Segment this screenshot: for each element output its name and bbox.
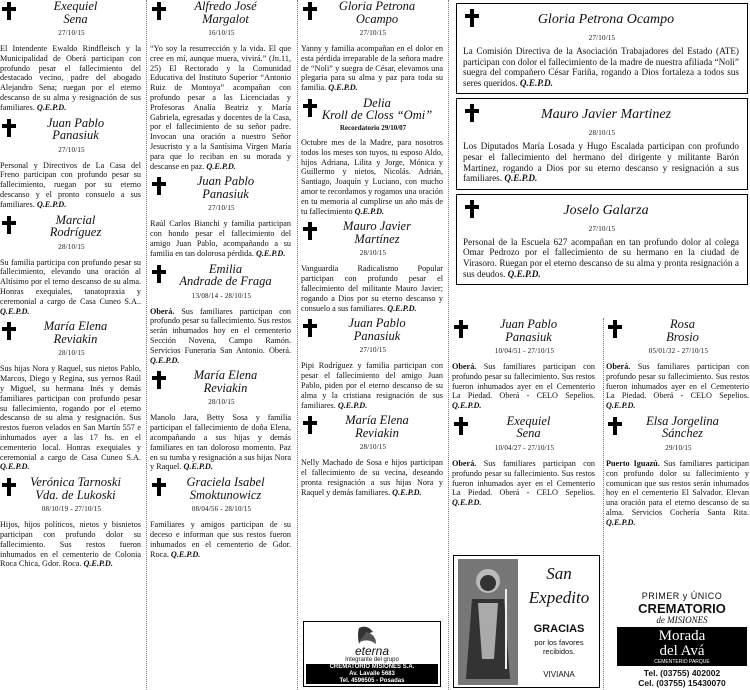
cross-icon xyxy=(465,104,481,127)
column-4-right xyxy=(606,318,750,532)
notice-header xyxy=(452,318,597,343)
deceased-name-line: Alfredo José xyxy=(194,0,257,13)
deceased-name xyxy=(624,318,750,343)
notice-body: El Intendente Ewaldo Rindfleisch y la Municipalidad de Oberá participan con profundo pesar el fallecimiento del destacado vecino, padre del abogado Alejandro Sena; ruegan por el eterno descanso de su alma y resignación de sus familiares. xyxy=(0,44,141,112)
qepd-label: Q.E.P.D. xyxy=(354,206,385,216)
notice-text xyxy=(0,161,143,210)
deceased-name-line: Reviakin xyxy=(53,331,98,346)
qepd-label: Q.E.P.D. xyxy=(606,517,636,527)
remembrance-date: Recordatorio 29/10/07 xyxy=(339,123,407,132)
deceased-name-line: Sánchez xyxy=(662,426,703,441)
notice-header xyxy=(150,175,293,200)
notice-text xyxy=(301,44,445,93)
obituary-notice xyxy=(301,0,445,93)
deceased-name-line: Marcial xyxy=(55,212,96,227)
notice-body: Sus hijas Nora y Raquel, sus nietos Pablo, Marcos, Diego y Regina, sus yernos Raúl y Miguel, su hermana Inés y demás familiares participan con profundo pesar su fallecimiento, rogando por el eterno descanso de su alma y resignación. Sus restos fueron velados en San Martín 557 e inhumados ayer a las 17 hs. en el cementerio local. Honras exequiales y ceremonial a cargo de Casa Cuneo S.A. xyxy=(0,364,141,462)
cross-icon xyxy=(465,9,481,32)
notice-header xyxy=(150,0,293,25)
notice-date: 05/01/32 - 27/10/15 xyxy=(648,347,709,355)
notice-text xyxy=(0,258,143,317)
notice-body: Sus familiares participan con profundo pesar su fallecimiento. Sus restos fueron inhumados ayer en el Cementerio La Piedad. Oberá - CELO Sepelios. xyxy=(452,362,595,401)
notice-text xyxy=(463,141,741,183)
qepd-label: Q.E.P.D. xyxy=(255,248,286,258)
qepd-label: Q.E.P.D. xyxy=(36,199,67,209)
deceased-name-line: Joselo Galarza xyxy=(563,202,649,218)
notice-text xyxy=(301,361,445,410)
cross-icon xyxy=(303,99,319,122)
cross-icon xyxy=(2,478,18,501)
deceased-name-line: Elsa Jorgelina xyxy=(646,413,719,428)
obituary-notice xyxy=(452,415,597,508)
deceased-name-line: Verónica Tarnoski xyxy=(30,475,121,490)
notice-header xyxy=(301,0,445,25)
deceased-name-line: Reviakin xyxy=(355,425,399,440)
notice-location: Oberá. xyxy=(606,362,631,371)
obituary-notice xyxy=(0,320,143,472)
notice-date: 28/10/15 xyxy=(359,443,387,452)
deceased-name xyxy=(18,0,143,25)
obituary-notice xyxy=(606,318,750,411)
deceased-name-line: Gloria Petrona Ocampo xyxy=(537,12,675,27)
notice-header xyxy=(452,415,597,440)
notice-location: Oberá. xyxy=(452,458,477,468)
notice-text xyxy=(0,520,143,569)
notice-header xyxy=(606,415,750,440)
deceased-name xyxy=(168,476,293,501)
deceased-name xyxy=(319,220,445,245)
notice-date: 28/10/15 xyxy=(58,242,85,251)
notice-date: 16/10/15 xyxy=(208,29,235,37)
deceased-name-line: Andrade de Fraga xyxy=(179,274,272,289)
deceased-name-line: Juan Pablo xyxy=(499,317,558,331)
crem-morada2: del Avá xyxy=(659,643,705,659)
obituary-notice xyxy=(150,476,293,559)
obituary-notice xyxy=(301,414,445,497)
qepd-label: Q.E.P.D. xyxy=(0,462,30,472)
deceased-name-line: Mauro Javier xyxy=(343,219,411,234)
notice-body: Sus familiares participan con profundo dolor su fallecimiento y comunican que sus restos serán inhumados hoy en el cementerio El Salvador. Elevan una oración para el eterno descanso de su alma. Servicios Cochería Santa Rita. xyxy=(606,458,749,517)
notice-location: Puerto Iguazú. xyxy=(606,458,660,468)
notice-date: 28/10/15 xyxy=(588,129,616,138)
deceased-name xyxy=(319,414,445,439)
deceased-name-line: María Elena xyxy=(43,319,108,334)
obituary-box xyxy=(456,3,748,94)
notice-header xyxy=(0,117,143,142)
notice-text xyxy=(150,307,293,366)
notice-body: Octubre mes de la Madre, para nosotros todos los meses son tuyos, tu esposo Aldo, hijos Adriana, Lilita y Jorge, Mónica y Guillermo y nietos, Nicolás. Adrián, Santiago, Joaquín y Luciano, con mucho amor te recordamos y rogamos una oración en tu memoria al cumplirse un año más de tu fallecimiento xyxy=(301,137,443,216)
obituary-notice xyxy=(301,317,445,410)
notice-body: Sus familiares participan con profundo pesar su fallecimiento. Sus restos fueron inhumados ayer en el Cementerio La Piedad. Oberá - CELO Sepelios. xyxy=(606,362,749,401)
cross-icon xyxy=(303,319,319,342)
notice-body: Su familia participa con profundo pesar su fallecimiento, elevando una oración al Altísimo por el terno descanso de su alma. Honras exequiales, tanatopraxia y ceremonial a cargo de Casa Cuneo S.A.. xyxy=(0,257,141,306)
notice-date: 08/10/19 - 27/10/15 xyxy=(41,505,102,514)
san-favor: por los favores recibidos. xyxy=(534,638,584,656)
qepd-label: Q.E.P.D. xyxy=(387,303,417,313)
cross-icon xyxy=(2,322,18,345)
notice-header xyxy=(0,476,143,501)
notice-text xyxy=(150,44,293,171)
notice-body: La Comisión Directiva de la Asociación Trabajadores del Estado (ATE) participan con dolor el fallecimiento de la madre de nuestra afiliada “Noli” suegra del compañero César Fariña, rogando a Dios fortaleza a todos sus seres queridos. xyxy=(463,46,739,88)
notice-date: 10/04/51 - 27/10/15 xyxy=(494,347,555,355)
qepd-label: Q.E.P.D. xyxy=(328,83,358,93)
cross-icon xyxy=(303,416,319,439)
notice-text xyxy=(606,459,750,528)
deceased-name xyxy=(168,0,293,25)
notice-header xyxy=(150,263,293,288)
cross-icon xyxy=(454,320,470,343)
obituary-notice xyxy=(150,175,293,258)
deceased-name-line: María Elena xyxy=(345,413,409,428)
san-title1: San xyxy=(546,564,572,583)
qepd-label: Q.E.P.D. xyxy=(170,549,201,559)
cross-icon xyxy=(152,265,168,288)
notice-date: 27/10/15 xyxy=(588,34,616,42)
deceased-name-line: Panasiuk xyxy=(202,186,249,201)
notice-header xyxy=(301,97,445,122)
deceased-name-line: Emilia xyxy=(208,261,243,276)
deceased-name-line: Kroll de Closs “Omi” xyxy=(321,108,433,123)
san-expedito-ad xyxy=(453,555,600,688)
crem-park: CEMENTERIO PARQUE xyxy=(654,659,710,665)
obituary-notice xyxy=(301,220,445,313)
notice-body: Personal y Directivos de La Casa del Freno participan con profundo pesar su fallecimiento, ruegan por su eterno descanso y el pronto consuelo a sus familiares. xyxy=(0,160,141,209)
column-1 xyxy=(0,0,143,690)
notice-date: 28/10/15 xyxy=(208,398,235,407)
notice-body: Raúl Carlos Bianchi y familia participan con hondo pesar el fallecimiento del amigo Juan Pablo, acompañando a su familia en tan dolorosa pérdida. xyxy=(150,219,291,258)
eterna-line3: Av. Lavalle 5683 xyxy=(349,671,395,677)
cross-icon xyxy=(152,478,168,501)
deceased-name-line: Ocampo xyxy=(355,11,399,26)
notice-text xyxy=(0,364,143,472)
qepd-label: Q.E.P.D. xyxy=(0,306,30,316)
deceased-name xyxy=(624,415,750,440)
notice-location: Oberá. xyxy=(150,306,175,316)
qepd-label: Q.E.P.D. xyxy=(504,173,538,184)
deceased-name xyxy=(168,263,293,288)
san-title2: Expedito xyxy=(528,588,590,607)
notice-text xyxy=(0,44,143,113)
qepd-label: Q.E.P.D. xyxy=(83,559,113,569)
deceased-name-line: Exequiel xyxy=(53,0,98,13)
deceased-name-line: Juan Pablo xyxy=(46,115,105,130)
notice-header xyxy=(150,369,293,394)
deceased-name-line: Panasiuk xyxy=(505,329,552,344)
deceased-name-line: Juan Pablo xyxy=(196,174,255,189)
deceased-name xyxy=(319,97,445,122)
column-divider xyxy=(603,318,604,690)
notice-body: Familiares y amigos participan de su deceso e informan que sus restos fueron inhumados en el cementerio de Gdor. Roca. xyxy=(150,520,291,559)
notice-text xyxy=(452,459,597,508)
deceased-name xyxy=(168,369,293,394)
deceased-name-line: Juan Pablo xyxy=(348,316,406,331)
deceased-name-line: Mauro Javier Martinez xyxy=(540,107,672,123)
deceased-name-line: Rosa xyxy=(670,317,695,331)
notice-text xyxy=(150,413,293,472)
notice-date: 08/04/56 - 28/10/15 xyxy=(191,505,252,514)
deceased-name-line: Sena xyxy=(63,11,88,26)
notice-header xyxy=(463,7,741,32)
notice-text xyxy=(606,362,750,411)
notice-date: 13/08/14 - 28/10/15 xyxy=(191,291,252,300)
crem-name: CREMATORIO xyxy=(638,601,726,616)
obituary-notice xyxy=(150,369,293,472)
cross-icon xyxy=(465,200,481,223)
crem-tel: Tel. (03755) 402002 xyxy=(643,668,721,678)
qepd-label: Q.E.P.D. xyxy=(519,77,553,88)
cross-icon xyxy=(152,2,168,25)
deceased-name-line: Sena xyxy=(516,426,541,441)
deceased-name-line: Panasiuk xyxy=(52,128,99,143)
obituary-box xyxy=(456,194,748,285)
cross-icon xyxy=(303,2,319,25)
column-2 xyxy=(150,0,293,690)
obituary-notice xyxy=(0,214,143,317)
cross-icon xyxy=(454,417,470,440)
notice-text xyxy=(463,46,741,88)
obituary-notice xyxy=(0,476,143,569)
notice-date: 27/10/15 xyxy=(208,204,235,213)
crem-cel: Cel. (03755) 15430070 xyxy=(638,678,726,688)
deceased-name-line: Vda. de Lukoski xyxy=(35,487,116,502)
deceased-name-line: Reviakin xyxy=(203,380,248,395)
notice-header xyxy=(301,414,445,439)
notice-date: 27/10/15 xyxy=(359,29,387,37)
qepd-label: Q.E.P.D. xyxy=(206,161,236,171)
deceased-name-line: Graciela Isabel xyxy=(186,475,265,490)
cross-icon xyxy=(2,119,18,142)
notice-body: Pipi Rodríguez y familia participan con pesar el fallecimiento del amigo Juan Pablo, piden por el eterno descanso de su alma y la cristiana resignación de sus familiares. xyxy=(301,361,443,410)
notice-text xyxy=(463,237,741,279)
notice-header xyxy=(606,318,750,343)
deceased-name xyxy=(470,415,597,440)
san-signer: VIVIANA xyxy=(543,670,575,679)
deceased-name xyxy=(18,214,143,239)
crem-sub: de MISIONES xyxy=(656,615,708,625)
deceased-name xyxy=(319,0,445,25)
notice-body: Los Diputados María Losada y Hugo Escalada participan con profundo pesar el fallecimiento del hermano del dirigente y militante Barón Martínez, rogando a Dios por su eterno descanso y resignación a sus familiares. xyxy=(463,141,739,184)
notice-body: Personal de la Escuela 627 acompañan en tan profundo dolor al colega Omar Pedrozo por el fallecimiento de su hermano en la ciudad de Virasoro. Ruegan por el eterno descanso de su alma y pronta resignación a sus deudos. xyxy=(463,236,739,279)
notice-location: Oberá. xyxy=(452,362,477,371)
notice-date: 10/04/27 - 27/10/15 xyxy=(494,443,555,452)
column-divider xyxy=(146,0,147,690)
column-divider xyxy=(448,0,449,690)
notice-date: 27/10/15 xyxy=(588,224,616,233)
notice-header xyxy=(301,220,445,245)
obituary-notice xyxy=(0,117,143,210)
deceased-name xyxy=(18,117,143,142)
qepd-label: Q.E.P.D. xyxy=(183,462,213,472)
notice-body: Sus familiares participan con profundo pesar su fallecimiento. Sus restos serán inhumados hoy en el cementerio Sección Novena, Campo Ramón. Servicios Funeraria San Antonio. Oberá. xyxy=(150,306,291,355)
column-4-left xyxy=(452,318,597,512)
deceased-name-line: Delia xyxy=(363,95,391,110)
notice-text xyxy=(150,219,293,258)
notice-body: Yanny y familia acompañan en el dolor en esta pérdida irreparable de la señora madre de “Noli” y suegra de César, elevamos una plegaria para su alma y paz para toda su familia. xyxy=(301,44,443,93)
notice-text xyxy=(452,362,597,411)
san-gracias: GRACIAS xyxy=(533,623,585,635)
deceased-name xyxy=(470,318,597,343)
notice-text xyxy=(301,264,445,313)
notice-date: 27/10/15 xyxy=(58,145,85,154)
notice-header xyxy=(463,198,741,223)
crem-top: PRIMER y ÚNICO xyxy=(641,591,723,601)
deceased-name xyxy=(481,7,741,30)
deceased-name-line: Exequiel xyxy=(506,413,551,428)
notice-header xyxy=(0,214,143,239)
deceased-name xyxy=(481,198,741,221)
eterna-line1: Integrante del grupo xyxy=(345,657,399,663)
deceased-name-line: Panasiuk xyxy=(353,328,401,343)
obituary-notice xyxy=(452,318,597,411)
notice-date: 28/10/15 xyxy=(359,249,387,258)
deceased-name-line: Smoktunowicz xyxy=(189,487,262,502)
deceased-name xyxy=(18,476,143,501)
qepd-label: Q.E.P.D. xyxy=(606,401,636,411)
notice-header xyxy=(301,317,445,342)
qepd-label: Q.E.P.D. xyxy=(150,355,180,365)
deceased-name xyxy=(168,175,293,200)
cross-icon xyxy=(152,177,168,200)
cross-icon xyxy=(2,2,18,25)
notice-header xyxy=(0,320,143,345)
deceased-name xyxy=(18,320,143,345)
cross-icon xyxy=(608,320,624,343)
notice-date: 27/10/15 xyxy=(359,346,387,355)
deceased-name-line: Brosio xyxy=(666,329,699,344)
cross-icon xyxy=(2,216,18,239)
qepd-label: Q.E.P.D. xyxy=(337,400,368,410)
notice-body: Nelly Machado de Sosa e hijos participan el fallecimiento de su vecina, deseando pronta resignación a sus hijas Nora y Raquel y demás familiares. xyxy=(301,458,443,497)
saint-image-icon xyxy=(458,559,518,685)
eterna-ad xyxy=(303,621,441,687)
cross-icon xyxy=(152,371,168,394)
deceased-name-line: Gloria Petrona xyxy=(338,0,416,13)
notice-text xyxy=(150,520,293,559)
notice-body: Sus familiares participan con profundo pesar su fallecimiento. Sus restos fueron inhumados ayer en el Cementerio La Piedad. Oberá - CELO Sepelios. xyxy=(452,458,595,498)
column-divider xyxy=(297,0,298,690)
deceased-name-line: Rodríguez xyxy=(49,225,102,240)
deceased-name-line: Martínez xyxy=(354,231,400,246)
deceased-name xyxy=(481,102,741,125)
cross-icon xyxy=(608,417,624,440)
notice-date: 29/10/15 xyxy=(665,443,692,452)
notice-body: Hijos, hijos políticos, nietos y bisnietos participan con profundo dolor su fallecimiento. Sus restos fueron inhumados en el cementerio de Colonia Roca Chica, Gdor. Roca. xyxy=(0,520,141,569)
notice-text xyxy=(301,458,445,497)
deceased-name-line: Margalot xyxy=(202,11,249,26)
qepd-label: Q.E.P.D. xyxy=(392,487,422,497)
notice-date: 27/10/15 xyxy=(58,29,85,37)
deceased-name xyxy=(319,317,445,342)
notice-date: 28/10/15 xyxy=(58,349,85,358)
obituary-notice xyxy=(0,0,143,113)
qepd-label: Q.E.P.D. xyxy=(36,102,67,112)
obituary-notice xyxy=(606,415,750,528)
eterna-line2: CREMATORIO MISIONES S.A. xyxy=(329,664,415,670)
eterna-brand: eterna xyxy=(354,644,390,658)
notice-header xyxy=(463,102,741,127)
notice-header xyxy=(0,0,143,25)
eterna-line4: Tel. 4596505 - Posadas xyxy=(339,678,405,684)
obituary-notice xyxy=(301,97,445,216)
deceased-name-line: María Elena xyxy=(193,368,258,383)
qepd-label: Q.E.P.D. xyxy=(452,401,482,411)
notice-text xyxy=(301,138,445,216)
notice-body: Manolo Jara, Betty Sosa y familia participan el fallecimiento de doña Elena, acompañando a sus hijas y demás familiares en tan doloroso momento. Paz en su tumba y resignación a sus hijas Nora y Raquel. xyxy=(150,413,291,472)
qepd-label: Q.E.P.D. xyxy=(452,498,482,508)
crem-morada1: Morada xyxy=(658,628,706,644)
notice-body: “Yo soy la resurrección y la vida. El que cree en mí, aunque muera, vivirá.” (Jn.11, 25) El Rectorado y la Comunidad Educativa del Instituto Superior “Antonio Ruiz de Montoya” acompañan con profundo pesar a las Licenciadas y Profesoras Analía Beatriz y María Gabriela, egresadas y docentes de la Casa, por el fallecimiento de su señor padre. Invocan una oración a nuestro Señor Jesucristo y a la Santísima Virgen María para que lo reciban en su morada y descanse en paz. xyxy=(150,44,291,171)
notice-body: Vanguardia Radicalismo Popular participan con profundo pesar el fallecimiento del militante Mauro Javier; rogando a Dios por su eterno descanso y consuelo a sus familiares. xyxy=(301,264,443,313)
obituary-notice xyxy=(150,0,293,171)
column-3 xyxy=(301,0,445,690)
obituary-notice xyxy=(150,263,293,366)
crematorio-ad xyxy=(617,591,747,688)
obituary-box xyxy=(456,98,748,189)
qepd-label: Q.E.P.D. xyxy=(507,268,541,279)
cross-icon xyxy=(303,222,319,245)
notice-header xyxy=(150,476,293,501)
